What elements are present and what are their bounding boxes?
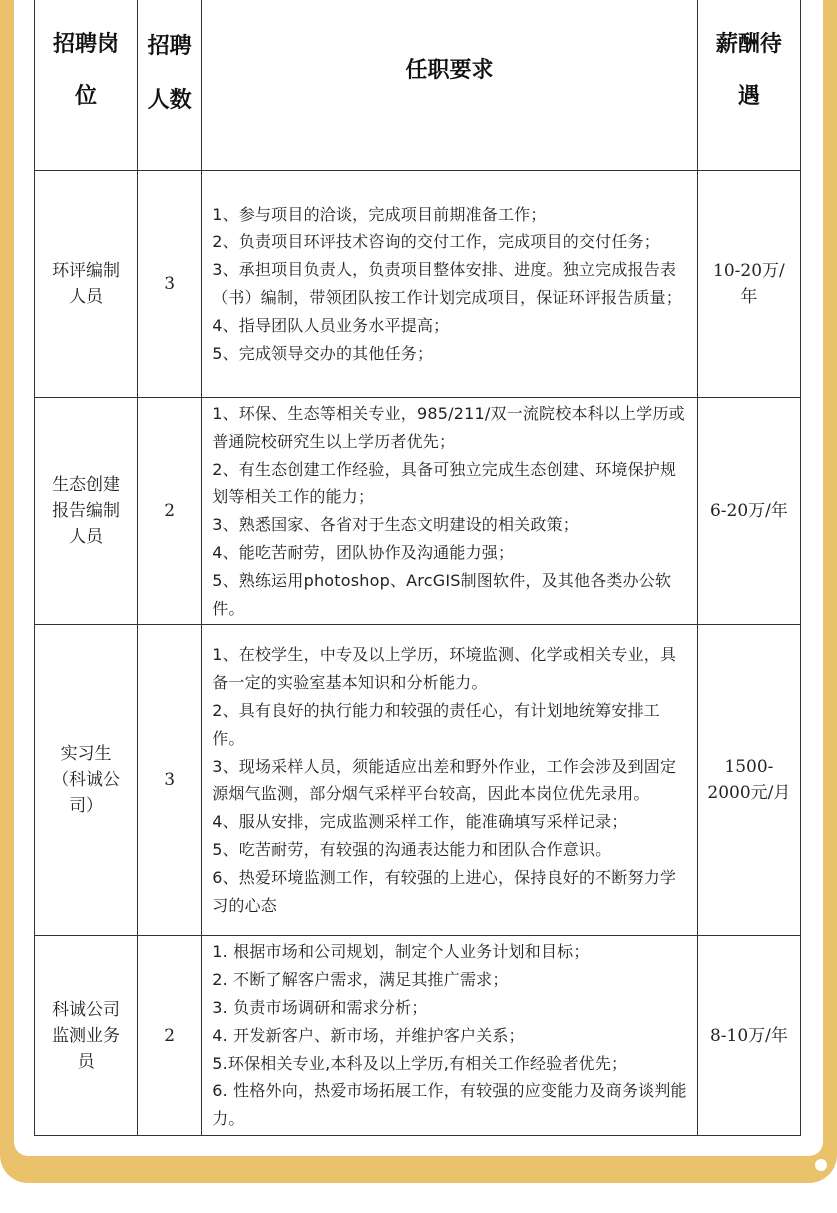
position-cell: 实习生（科诚公司） (35, 625, 138, 936)
position-cell: 环评编制人员 (35, 171, 138, 398)
requirement-item: 3、熟悉国家、各省对于生态文明建设的相关政策； (212, 515, 579, 535)
requirement-item: 4、指导团队人员业务水平提高； (212, 315, 450, 335)
requirements-cell (202, 625, 698, 936)
header-position: 招聘岗位 (35, 0, 138, 171)
count-cell: 2 (138, 936, 202, 1136)
requirement-item: 2、负责项目环评技术咨询的交付工作，完成项目的交付任务； (212, 232, 660, 252)
requirement-item: 5、完成领导交办的其他任务； (212, 343, 434, 363)
requirements-cell (202, 936, 698, 1136)
table-row (35, 398, 801, 625)
salary-cell: 8-10万/年 (697, 936, 800, 1136)
header-salary: 薪酬待遇 (697, 0, 800, 171)
corner-dot (815, 1159, 827, 1171)
header-count: 招聘人数 (138, 0, 202, 171)
requirement-item: 4、能吃苦耐劳，团队协作及沟通能力强； (212, 542, 515, 562)
requirement-item: 6、热爱环境监测工作，有较强的上进心，保持良好的不断努力学习的心态 (212, 867, 677, 915)
requirement-item: 2、有生态创建工作经验，具备可独立完成生态创建、环境保护规划等相关工作的能力； (212, 459, 677, 507)
count-cell: 2 (138, 398, 202, 625)
requirements-cell (202, 171, 698, 398)
requirement-item: 2. 不断了解客户需求，满足其推广需求； (212, 970, 509, 990)
requirement-item: 5、吃苦耐劳，有较强的沟通表达能力和团队合作意识。 (212, 839, 612, 859)
position-cell: 生态创建报告编制人员 (35, 398, 138, 625)
recruitment-table (34, 0, 801, 1136)
salary-cell: 6-20万/年 (697, 398, 800, 625)
requirement-item: 5、熟练运用photoshop、ArcGIS制图软件，及其他各类办公软件。 (212, 570, 672, 618)
count-cell: 3 (138, 625, 202, 936)
requirement-item: 1、环保、生态等相关专业，985/211/双一流院校本科以上学历或普通院校研究生以上学历者优先； (212, 404, 685, 451)
requirement-item: 6. 性格外向，热爱市场拓展工作，有较强的应变能力及商务谈判能力。 (212, 1081, 687, 1129)
table-row (35, 625, 801, 936)
requirement-item: 3、现场采样人员，须能适应出差和野外作业，工作会涉及到固定源烟气监测，部分烟气采样平台较高，因此本岗位优先录用。 (212, 756, 677, 804)
requirement-item: 1. 根据市场和公司规划，制定个人业务计划和目标； (212, 942, 590, 962)
table-row (35, 936, 801, 1136)
requirement-item: 1、在校学生，中专及以上学历，环境监测、化学或相关专业，具备一定的实验室基本知识和分析能力。 (212, 645, 677, 693)
requirement-item: 4. 开发新客户、新市场，并维护客户关系； (212, 1025, 525, 1045)
requirement-item: 3、承担项目负责人，负责项目整体安排、进度。独立完成报告表（书）编制，带领团队按工作计划完成项目，保证环评报告质量； (212, 260, 683, 307)
salary-cell: 1500-2000元/月 (697, 625, 800, 936)
requirement-item: 4、服从安排，完成监测采样工作，能准确填写采样记录； (212, 812, 628, 832)
requirement-item: 2、具有良好的执行能力和较强的责任心，有计划地统筹安排工作。 (212, 700, 660, 748)
requirement-item: 5.环保相关专业,本科及以上学历,有相关工作经验者优先； (212, 1053, 628, 1073)
requirement-item: 1、参与项目的洽谈，完成项目前期准备工作； (212, 204, 547, 224)
count-cell: 3 (138, 171, 202, 398)
salary-cell: 10-20万/年 (697, 171, 800, 398)
table-header-row (35, 0, 801, 171)
requirements-cell (202, 398, 698, 625)
table-row (35, 171, 801, 398)
header-requirements: 任职要求 (202, 0, 698, 171)
position-cell: 科诚公司监测业务员 (35, 936, 138, 1136)
requirement-item: 3. 负责市场调研和需求分析； (212, 997, 428, 1017)
